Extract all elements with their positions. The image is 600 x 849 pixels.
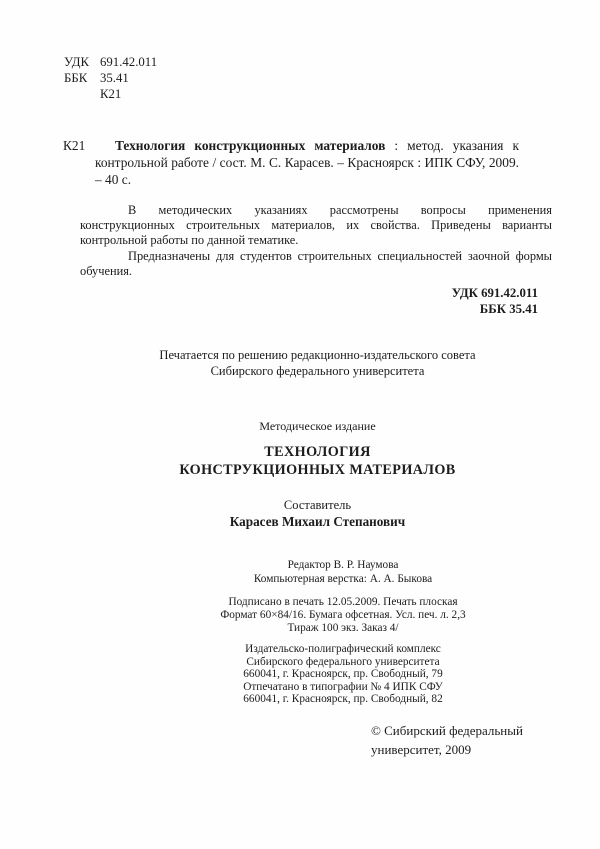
annotation-block — [80, 203, 552, 279]
print-info-line-3: Тираж 100 экз. Заказ 4/ — [287, 622, 399, 634]
udk-right-value: УДК 691.42.011 — [451, 286, 538, 300]
print-info-line-2: Формат 60×84/16. Бумага офсетная. Усл. печ. л. 2,3 — [220, 609, 466, 621]
udk-value: 691.42.011 — [100, 55, 158, 69]
book-title — [35, 444, 600, 479]
layout-line: Компьютерная верстка: А. А. Быкова — [253, 572, 433, 585]
classification-top-block — [64, 54, 157, 102]
edition-type: Методическое издание — [259, 419, 376, 433]
bbk-right-value: ББК 35.41 — [479, 301, 538, 316]
udk-row — [64, 54, 157, 70]
publisher-line-1: Издательско-полиграфический комплекс — [245, 643, 441, 655]
publisher-line-3: 660041, г. Красноярск, пр. Свободный, 79 — [243, 668, 443, 681]
entry-title: Технология конструкционных материалов — [115, 138, 386, 153]
resolution-line-1: Печатается по решению редакционно-издательского совета — [159, 348, 476, 362]
entry-description: : метод. указания к контрольной работе / сост. М. С. Карасев. – Красноярск : ИПК СФУ, 2009. – 40 с. — [95, 138, 519, 187]
book-title-line-2: КОНСТРУКЦИОННЫХ МАТЕРИАЛОВ — [179, 461, 456, 478]
book-title-line-1: ТЕХНОЛОГИЯ — [264, 444, 371, 460]
annotation-paragraph-2: Предназначены для студентов строительных специальностей заочной формы обучения. — [80, 248, 552, 278]
resolution-block — [35, 347, 600, 379]
udk-label: УДК — [64, 55, 90, 69]
bibliographic-entry — [95, 137, 519, 188]
compiler-name: Карасев Михаил Степанович — [229, 514, 406, 529]
resolution-line-2: Сибирского федерального университета — [210, 364, 425, 378]
bbk-value: 35.41 — [100, 71, 129, 85]
publisher-line-4: Отпечатано в типографии № 4 ИПК СФУ — [243, 680, 443, 693]
staff-block — [86, 559, 600, 586]
entry-code: К21 — [63, 138, 86, 153]
print-info-block — [86, 596, 600, 635]
compiler-label: Составитель — [283, 498, 352, 512]
print-info-line-1: Подписано в печать 12.05.2009. Печать плоская — [228, 596, 458, 608]
author-sign-spacer — [64, 86, 100, 102]
publisher-line-5: 660041, г. Красноярск, пр. Свободный, 82 — [243, 693, 443, 706]
bbk-row — [64, 70, 157, 86]
editor-line: Редактор В. Р. Наумова — [287, 559, 399, 571]
classification-right-block — [452, 286, 538, 317]
author-sign: К21 — [100, 87, 122, 101]
annotation-paragraph-1: В методических указаниях рассмотрены вопросы применения конструкционных строительных материалов, их свойства. Приведены варианты контрольной работы по данной тематике. — [80, 203, 552, 248]
publisher-line-2: Сибирского федерального университета — [246, 655, 440, 668]
publisher-block — [86, 643, 600, 706]
copyright-notice: © Сибирский федеральный университет, 2009 — [371, 723, 523, 757]
author-sign-row — [64, 86, 157, 102]
bbk-label: ББК — [64, 71, 88, 85]
